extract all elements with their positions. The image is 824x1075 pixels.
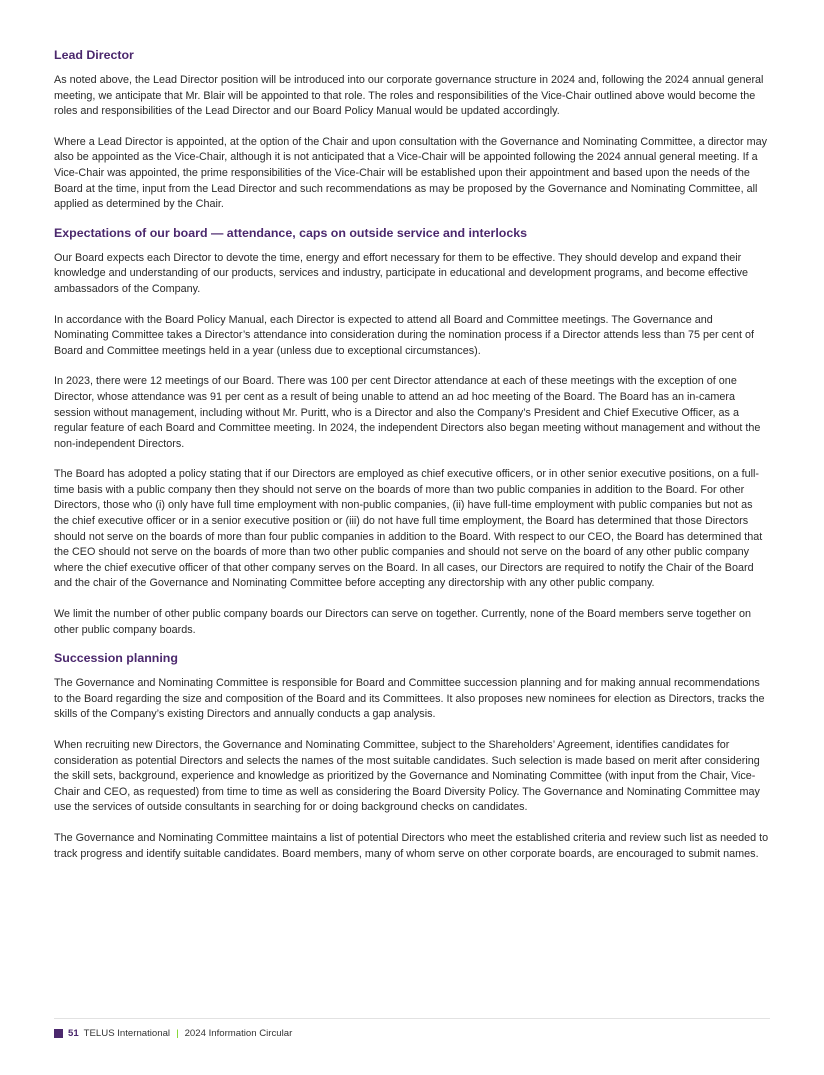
footer-separator: | bbox=[176, 1028, 179, 1039]
section-heading: Succession planning bbox=[54, 651, 178, 666]
paragraph: Our Board expects each Director to devote the time, energy and effort necessary for them to be effective. They should develop and expand their knowledge and understanding of our products, services and industry, participate in educational and development programs, and become effective ambassadors of the Company. bbox=[54, 251, 749, 295]
footer-square-icon bbox=[54, 1029, 63, 1038]
page-footer bbox=[54, 1018, 770, 1039]
paragraph: We limit the number of other public company boards our Directors can serve on together. Currently, none of the Board members serve together on other public company boards. bbox=[54, 608, 751, 636]
footer-page-number: 51 bbox=[68, 1028, 79, 1039]
section-heading: Lead Director bbox=[54, 48, 134, 62]
footer-document-title: 2024 Information Circular bbox=[184, 1028, 293, 1039]
section-heading: Expectations of our board — attendance, caps on outside service and interlocks bbox=[54, 225, 528, 240]
document-body bbox=[54, 46, 770, 877]
paragraph: When recruiting new Directors, the Governance and Nominating Committee, subject to the Shareholders’ Agreement, identifies candidates for consideration as potential Directors and selects the names of the most suitable candidates. Such selection is made based on merit after considering the skill sets, background, experience and knowledge as prioritized by the Governance and Nominating Committee (with input from the Chair, Vice-Chair and CEO, as requested) from time to time as well as considering the Board Diversity Policy. The Governance and Nominating Committee may use the services of outside consultants in searching for or doing background checks on candidates. bbox=[54, 739, 760, 814]
paragraph: In accordance with the Board Policy Manual, each Director is expected to attend all Board and Committee meetings. The Governance and Nominating Committee takes a Director’s attendance into consideration during the nomination process if a Director attends less than 75 per cent of Board and Committee meetings held in a year (unless due to exceptional circumstances). bbox=[54, 313, 754, 357]
footer-company: TELUS International bbox=[83, 1028, 171, 1039]
paragraph: As noted above, the Lead Director position will be introduced into our corporate governance structure in 2024 and, following the 2024 annual general meeting, we anticipate that Mr. Blair will be appointed to that role. The roles and responsibilities of the Vice-Chair outlined above would become the roles and responsibilities of the Lead Director and our Board Policy Manual would be updated accordingly. bbox=[54, 74, 764, 118]
section-lead-director bbox=[54, 46, 770, 213]
section-board-expectations bbox=[54, 224, 770, 638]
paragraph: The Board has adopted a policy stating that if our Directors are employed as chief executive officers, or in other senior executive positions, on a full-time basis with a public company then they should not serve on the boards of more than two public companies in addition to the Board. For other Directors, those who (i) only have full time employment with non-public companies, (ii) have full-time employment with public companies but not as the chief executive officer or in a senior executive position or (iii) do not have full time employment, the Board has determined that those Directors should not serve on the boards of more than four public companies in addition to the Board. With respect to our CEO, the Board has determined that the CEO should not serve on the boards of more than two other public companies and should not serve on the board of any other public company where the chief executive officer of that other company serves on the Board. In all cases, our Directors are required to notify the Chair of the Board and the chair of the Governance and Nominating Committee before accepting any directorship with any other public company. bbox=[54, 468, 763, 590]
section-succession-planning bbox=[54, 649, 770, 862]
paragraph: In 2023, there were 12 meetings of our Board. There was 100 per cent Director attendance at each of these meetings with the exception of one Director, whose attendance was 91 per cent as a result of being unable to attend an ad hoc meeting of the Board. The Board has an in-camera session without management, including without Mr. Puritt, who is a Director and also the Company’s President and Chief Executive Officer, as a regular feature of each Board and Committee meeting. In 2024, the independent Directors also began meeting without management and without the non-independent Directors. bbox=[54, 375, 761, 450]
paragraph: Where a Lead Director is appointed, at the option of the Chair and upon consultation with the Governance and Nominating Committee, a director may also be appointed as the Vice-Chair, although it is not anticipated that a Vice-Chair will be appointed following the 2024 annual general meeting. If a Vice-Chair was appointed, the prime responsibilities of the Vice-Chair will be established upon their appointment and based upon the needs of the Board at the time, input from the Lead Director and such recommendations as may be proposed by the Governance and Nominating Committee, all applied as determined by the Chair. bbox=[54, 135, 767, 211]
paragraph: The Governance and Nominating Committee maintains a list of potential Directors who meet the established criteria and review such list as needed to track progress and identify suitable candidates. Board members, many of whom serve on other corporate boards, are encouraged to submit names. bbox=[54, 831, 769, 860]
paragraph: The Governance and Nominating Committee is responsible for Board and Committee succession planning and for making annual recommendations to the Board regarding the size and composition of the Board and its Committees. It also proposes new nominees for election as Directors, tracks the skills of the Company’s existing Directors and annually conducts a gap analysis. bbox=[54, 677, 765, 721]
